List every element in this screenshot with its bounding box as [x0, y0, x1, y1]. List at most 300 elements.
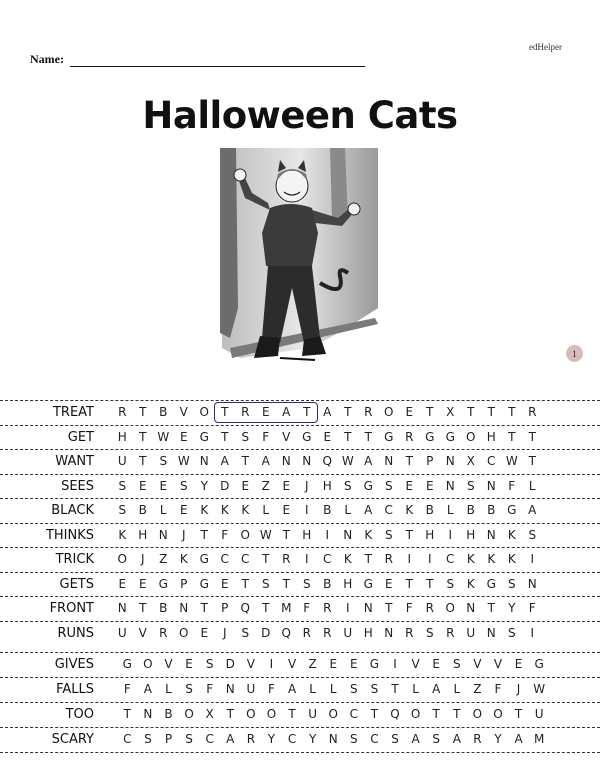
grid-letter[interactable]: J	[304, 479, 309, 493]
grid-letter[interactable]: S	[118, 503, 127, 517]
grid-letter[interactable]: N	[445, 479, 455, 493]
letter-row	[117, 682, 549, 696]
grid-letter[interactable]: I	[530, 626, 535, 640]
grid-letter[interactable]: H	[466, 528, 476, 542]
grid-letter[interactable]: F	[206, 682, 214, 696]
grid-letter[interactable]: G	[369, 657, 380, 671]
grid-letter[interactable]: E	[282, 503, 291, 517]
grid-letter[interactable]: V	[473, 657, 482, 671]
grid-letter[interactable]: E	[323, 430, 332, 444]
grid-letter[interactable]: O	[493, 707, 503, 721]
grid-letter[interactable]: U	[246, 682, 256, 696]
grid-letter[interactable]: K	[220, 503, 229, 517]
grid-letter[interactable]: F	[221, 528, 229, 542]
grid-letter[interactable]: N	[117, 601, 127, 615]
grid-letter[interactable]: B	[159, 601, 168, 615]
grid-letter[interactable]: P	[221, 601, 229, 615]
grid-letter[interactable]: T	[241, 577, 249, 591]
grid-letter[interactable]: W	[259, 528, 272, 542]
grid-letter[interactable]: F	[262, 430, 270, 444]
grid-letter[interactable]: M	[281, 601, 292, 615]
grid-letter[interactable]: D	[225, 657, 235, 671]
grid-letter[interactable]: L	[412, 682, 419, 696]
grid-letter[interactable]: A	[261, 454, 270, 468]
grid-letter[interactable]: S	[370, 682, 379, 696]
grid-letter[interactable]: B	[425, 503, 434, 517]
grid-letter[interactable]: E	[384, 577, 393, 591]
grid-letter[interactable]: A	[364, 503, 373, 517]
grid-letter[interactable]: R	[405, 430, 414, 444]
grid-letter[interactable]: S	[384, 479, 393, 493]
grid-letter[interactable]: T	[241, 454, 249, 468]
grid-letter[interactable]: L	[528, 479, 536, 493]
grid-letter[interactable]: U	[117, 454, 127, 468]
grid-letter[interactable]: R	[159, 626, 168, 640]
grid-letter[interactable]: C	[487, 454, 496, 468]
grid-letter[interactable]: R	[246, 732, 256, 746]
grid-letter[interactable]: N	[158, 528, 168, 542]
grid-letter[interactable]: S	[507, 626, 516, 640]
grid-letter[interactable]: W	[177, 454, 190, 468]
grid-letter[interactable]: S	[350, 732, 358, 746]
grid-letter[interactable]: R	[323, 626, 332, 640]
grid-letter[interactable]: S	[241, 430, 250, 444]
grid-letter[interactable]: O	[445, 601, 455, 615]
grid-letter[interactable]: K	[507, 528, 516, 542]
grid-letter[interactable]: E	[118, 577, 127, 591]
grid-letter[interactable]: Z	[473, 682, 482, 696]
grid-letter[interactable]: L	[446, 503, 454, 517]
grid-letter[interactable]: I	[325, 528, 330, 542]
grid-letter[interactable]: F	[494, 682, 502, 696]
grid-letter[interactable]: S	[241, 626, 250, 640]
grid-letter[interactable]: E	[261, 405, 270, 419]
grid-letter[interactable]: B	[466, 503, 475, 517]
dashed-rule	[0, 400, 600, 401]
grid-letter[interactable]: C	[123, 732, 132, 746]
grid-letter[interactable]: N	[384, 626, 394, 640]
grid-letter[interactable]: R	[118, 405, 127, 419]
grid-letter[interactable]: R	[323, 601, 332, 615]
grid-letter[interactable]: X	[205, 707, 214, 721]
grid-letter[interactable]: O	[266, 707, 277, 721]
grid-letter[interactable]: Q	[281, 626, 291, 640]
grid-letter[interactable]: G	[199, 430, 209, 444]
grid-letter[interactable]: J	[140, 552, 145, 566]
grid-letter[interactable]: F	[528, 601, 536, 615]
grid-letter[interactable]: R	[282, 552, 291, 566]
grid-letter[interactable]: G	[363, 479, 373, 493]
grid-letter[interactable]: T	[139, 430, 147, 444]
grid-letter[interactable]: O	[384, 405, 394, 419]
grid-letter[interactable]: W	[157, 430, 170, 444]
grid-letter[interactable]: S	[391, 732, 399, 746]
grid-letter[interactable]: U	[117, 626, 127, 640]
grid-letter[interactable]: N	[384, 454, 394, 468]
grid-letter[interactable]: A	[226, 732, 235, 746]
grid-letter[interactable]: G	[199, 552, 209, 566]
grid-letter[interactable]: C	[446, 552, 455, 566]
grid-letter[interactable]: T	[123, 707, 131, 721]
grid-letter[interactable]: S	[432, 732, 441, 746]
grid-letter[interactable]: T	[139, 405, 147, 419]
grid-letter[interactable]: N	[486, 528, 496, 542]
grid-letter[interactable]: L	[262, 503, 270, 517]
grid-letter[interactable]: K	[118, 528, 127, 542]
grid-letter[interactable]: O	[117, 552, 127, 566]
grid-letter[interactable]: T	[139, 454, 147, 468]
grid-letter[interactable]: H	[343, 577, 353, 591]
grid-letter[interactable]: E	[329, 657, 338, 671]
grid-letter[interactable]: Q	[390, 707, 400, 721]
grid-letter[interactable]: O	[472, 707, 483, 721]
grid-letter[interactable]: T	[391, 682, 399, 696]
grid-letter[interactable]: S	[205, 657, 214, 671]
grid-letter[interactable]: R	[384, 552, 393, 566]
grid-letter[interactable]: N	[363, 601, 373, 615]
grid-letter[interactable]: T	[344, 405, 352, 419]
grid-letter[interactable]: T	[508, 430, 516, 444]
grid-letter[interactable]: F	[268, 682, 275, 696]
grid-letter[interactable]: E	[425, 479, 434, 493]
grid-letter[interactable]: K	[179, 552, 188, 566]
grid-letter[interactable]: A	[364, 454, 373, 468]
grid-letter[interactable]: E	[282, 479, 291, 493]
grid-letter[interactable]: H	[322, 479, 332, 493]
grid-letter[interactable]: Z	[261, 479, 270, 493]
grid-letter[interactable]: K	[466, 552, 475, 566]
grid-letter[interactable]: T	[200, 528, 208, 542]
grid-letter[interactable]: T	[487, 405, 495, 419]
grid-letter[interactable]: C	[287, 732, 297, 746]
grid-letter[interactable]: R	[473, 732, 482, 746]
grid-letter[interactable]: N	[225, 682, 235, 696]
grid-letter[interactable]: T	[282, 577, 290, 591]
grid-letter[interactable]: H	[117, 430, 127, 444]
grid-letter[interactable]: L	[159, 503, 167, 517]
grid-letter[interactable]: T	[139, 601, 147, 615]
grid-letter[interactable]: L	[329, 682, 337, 696]
grid-letter[interactable]: S	[446, 577, 455, 591]
grid-letter[interactable]: V	[282, 430, 291, 444]
grid-letter[interactable]: O	[328, 707, 338, 721]
grid-letter[interactable]: K	[200, 503, 209, 517]
grid-letter[interactable]: T	[282, 528, 290, 542]
grid-letter[interactable]: S	[185, 682, 193, 696]
grid-letter[interactable]: C	[384, 503, 393, 517]
grid-letter[interactable]: R	[364, 405, 373, 419]
grid-letter[interactable]: S	[384, 528, 393, 542]
grid-letter[interactable]: D	[261, 626, 271, 640]
grid-letter[interactable]: T	[405, 454, 413, 468]
grid-letter[interactable]: Y	[200, 479, 208, 493]
grid-letter[interactable]: H	[138, 528, 148, 542]
grid-letter[interactable]: T	[514, 707, 523, 721]
grid-letter[interactable]: B	[487, 503, 496, 517]
grid-letter[interactable]: T	[528, 454, 536, 468]
grid-letter[interactable]: S	[528, 528, 537, 542]
grid-letter[interactable]: E	[405, 479, 414, 493]
grid-letter[interactable]: G	[425, 430, 435, 444]
grid-letter[interactable]: R	[446, 626, 455, 640]
grid-letter[interactable]: S	[179, 479, 188, 493]
grid-letter[interactable]: V	[138, 626, 147, 640]
grid-letter[interactable]: T	[528, 430, 536, 444]
grid-letter[interactable]: N	[281, 454, 291, 468]
grid-letter[interactable]: B	[138, 503, 147, 517]
grid-letter[interactable]: C	[323, 552, 332, 566]
grid-letter[interactable]: P	[426, 454, 434, 468]
grid-letter[interactable]: V	[411, 657, 420, 671]
grid-letter[interactable]: E	[200, 626, 209, 640]
grid-letter[interactable]: L	[453, 682, 461, 696]
grid-letter[interactable]: G	[534, 657, 544, 671]
grid-letter[interactable]: V	[164, 657, 173, 671]
grid-letter[interactable]: H	[363, 626, 373, 640]
grid-letter[interactable]: G	[199, 577, 209, 591]
grid-letter[interactable]: T	[508, 405, 516, 419]
grid-letter[interactable]: A	[452, 732, 461, 746]
grid-letter[interactable]: A	[323, 405, 332, 419]
grid-letter[interactable]: K	[343, 552, 352, 566]
grid-letter[interactable]: N	[199, 454, 209, 468]
grid-letter[interactable]: I	[448, 528, 453, 542]
grid-letter[interactable]: I	[345, 601, 350, 615]
grid-letter[interactable]: E	[350, 657, 358, 671]
grid-letter[interactable]: Y	[508, 601, 516, 615]
grid-letter[interactable]: G	[486, 577, 496, 591]
grid-letter[interactable]: U	[534, 707, 544, 721]
grid-letter[interactable]: O	[199, 405, 209, 419]
grid-letter[interactable]: S	[452, 657, 461, 671]
grid-letter[interactable]: Q	[240, 601, 250, 615]
grid-letter[interactable]: V	[179, 405, 188, 419]
grid-letter[interactable]: S	[343, 479, 352, 493]
clue-word: SEES	[61, 479, 94, 494]
grid-letter[interactable]: T	[288, 707, 296, 721]
grid-letter[interactable]: G	[302, 430, 312, 444]
grid-letter[interactable]: I	[393, 657, 397, 671]
grid-letter[interactable]: A	[432, 682, 441, 696]
grid-letter[interactable]: R	[241, 405, 250, 419]
grid-letter[interactable]: S	[144, 732, 152, 746]
grid-letter[interactable]: V	[246, 657, 255, 671]
grid-letter[interactable]: T	[432, 707, 440, 721]
grid-letter[interactable]: T	[426, 405, 434, 419]
grid-letter[interactable]: Y	[267, 732, 276, 746]
grid-letter[interactable]: O	[240, 528, 250, 542]
grid-letter[interactable]: T	[221, 405, 229, 419]
grid-letter[interactable]: I	[427, 552, 432, 566]
grid-letter[interactable]: A	[282, 405, 291, 419]
grid-letter[interactable]: N	[179, 601, 189, 615]
grid-letter[interactable]: U	[466, 626, 476, 640]
grid-letter[interactable]: S	[302, 577, 311, 591]
grid-letter[interactable]: X	[446, 405, 455, 419]
grid-letter[interactable]: B	[323, 503, 332, 517]
grid-letter[interactable]: T	[385, 601, 393, 615]
grid-letter[interactable]: K	[241, 503, 250, 517]
grid-letter[interactable]: B	[323, 577, 332, 591]
grid-letter[interactable]: G	[363, 577, 373, 591]
grid-letter[interactable]: F	[303, 601, 311, 615]
grid-letter[interactable]: N	[486, 626, 496, 640]
grid-letter[interactable]: C	[205, 732, 214, 746]
grid-letter[interactable]: F	[123, 682, 131, 696]
grid-letter[interactable]: T	[303, 405, 311, 419]
grid-letter[interactable]: S	[261, 577, 270, 591]
grid-letter[interactable]: T	[226, 707, 234, 721]
grid-letter[interactable]: T	[344, 430, 352, 444]
grid-letter[interactable]: W	[533, 682, 546, 696]
grid-letter[interactable]: N	[302, 454, 312, 468]
grid-letter[interactable]: I	[304, 552, 309, 566]
grid-letter[interactable]: A	[514, 732, 523, 746]
grid-letter[interactable]: B	[159, 405, 168, 419]
grid-letter[interactable]: T	[426, 577, 434, 591]
grid-letter[interactable]: W	[341, 454, 354, 468]
grid-letter[interactable]: O	[246, 707, 256, 721]
grid-letter[interactable]: E	[138, 479, 147, 493]
grid-letter[interactable]: R	[405, 626, 414, 640]
grid-letter[interactable]: C	[370, 732, 379, 746]
grid-letter[interactable]: K	[466, 577, 475, 591]
grid-letter[interactable]: S	[425, 626, 434, 640]
grid-letter[interactable]: O	[143, 657, 153, 671]
grid-letter[interactable]: D	[220, 479, 230, 493]
grid-letter[interactable]: R	[528, 405, 537, 419]
grid-letter[interactable]: O	[179, 626, 189, 640]
grid-letter[interactable]: T	[221, 430, 229, 444]
grid-letter[interactable]: P	[180, 577, 188, 591]
grid-letter[interactable]: Y	[494, 732, 502, 746]
grid-letter[interactable]: N	[527, 577, 537, 591]
grid-letter[interactable]: Y	[308, 732, 317, 746]
grid-letter[interactable]: T	[467, 405, 475, 419]
grid-letter[interactable]: C	[241, 552, 250, 566]
grid-letter[interactable]: S	[159, 454, 168, 468]
grid-letter[interactable]: B	[164, 707, 173, 721]
grid-letter[interactable]: J	[516, 682, 521, 696]
grid-letter[interactable]: E	[514, 657, 523, 671]
grid-letter[interactable]: H	[425, 528, 435, 542]
grid-letter[interactable]: N	[343, 528, 353, 542]
grid-letter[interactable]: C	[349, 707, 359, 721]
grid-letter[interactable]: K	[507, 552, 516, 566]
grid-letter[interactable]: R	[302, 626, 311, 640]
grid-letter[interactable]: Z	[308, 657, 317, 671]
grid-letter[interactable]: V	[493, 657, 503, 671]
grid-letter[interactable]: F	[405, 601, 413, 615]
grid-letter[interactable]: R	[425, 601, 434, 615]
grid-letter[interactable]: C	[220, 552, 229, 566]
grid-letter[interactable]: L	[344, 503, 352, 517]
grid-letter[interactable]: O	[410, 707, 421, 721]
grid-letter[interactable]: U	[308, 707, 318, 721]
grid-letter[interactable]: E	[179, 430, 188, 444]
grid-letter[interactable]: E	[220, 577, 229, 591]
grid-letter[interactable]: A	[143, 682, 152, 696]
grid-letter[interactable]: G	[384, 430, 394, 444]
grid-letter[interactable]: U	[343, 626, 353, 640]
grid-letter[interactable]: I	[530, 552, 535, 566]
grid-letter[interactable]: H	[302, 528, 312, 542]
grid-letter[interactable]: P	[164, 732, 173, 746]
grid-letter[interactable]: T	[487, 601, 495, 615]
name-line[interactable]	[70, 54, 365, 67]
grid-letter[interactable]: E	[241, 479, 250, 493]
grid-letter[interactable]: G	[507, 503, 517, 517]
grid-letter[interactable]: I	[407, 552, 412, 566]
grid-letter[interactable]: T	[262, 552, 270, 566]
grid-letter[interactable]: F	[508, 479, 516, 493]
grid-letter[interactable]: O	[184, 707, 194, 721]
grid-letter[interactable]: T	[262, 601, 270, 615]
grid-letter[interactable]: S	[118, 479, 127, 493]
grid-letter[interactable]: G	[122, 657, 132, 671]
grid-letter[interactable]: E	[159, 479, 168, 493]
grid-letter[interactable]: K	[364, 528, 373, 542]
grid-letter[interactable]: A	[287, 682, 297, 696]
grid-letter[interactable]: N	[466, 601, 476, 615]
grid-letter[interactable]: G	[158, 577, 168, 591]
grid-letter[interactable]: S	[350, 682, 358, 696]
grid-letter[interactable]: S	[507, 577, 516, 591]
grid-letter[interactable]: N	[328, 732, 338, 746]
grid-letter[interactable]: E	[432, 657, 440, 671]
grid-letter[interactable]: T	[364, 552, 372, 566]
grid-letter[interactable]: N	[486, 479, 496, 493]
grid-letter[interactable]: T	[200, 601, 208, 615]
grid-letter[interactable]: O	[466, 430, 476, 444]
grid-letter[interactable]: I	[304, 503, 309, 517]
grid-letter[interactable]: J	[181, 528, 186, 542]
grid-letter[interactable]: T	[405, 528, 413, 542]
found-word-highlight[interactable]	[214, 402, 319, 423]
grid-letter[interactable]: T	[453, 707, 461, 721]
grid-letter[interactable]: A	[411, 732, 420, 746]
grid-letter[interactable]: V	[287, 657, 297, 671]
grid-letter[interactable]: T	[370, 707, 379, 721]
grid-letter[interactable]: K	[487, 552, 496, 566]
grid-letter[interactable]: S	[466, 479, 475, 493]
grid-letter[interactable]: Q	[322, 454, 332, 468]
grid-letter[interactable]: W	[505, 454, 518, 468]
grid-letter[interactable]: A	[528, 503, 537, 517]
grid-letter[interactable]: K	[405, 503, 414, 517]
grid-letter[interactable]: E	[405, 405, 414, 419]
grid-letter[interactable]: I	[269, 657, 274, 671]
grid-letter[interactable]: M	[533, 732, 545, 746]
grid-letter[interactable]: G	[445, 430, 455, 444]
grid-letter[interactable]: Z	[159, 552, 168, 566]
puzzle-row	[0, 677, 600, 701]
grid-letter[interactable]: L	[165, 682, 172, 696]
grid-letter[interactable]: S	[185, 732, 193, 746]
grid-letter[interactable]: T	[405, 577, 413, 591]
grid-letter[interactable]: A	[220, 454, 229, 468]
grid-letter[interactable]: N	[445, 454, 455, 468]
grid-letter[interactable]: E	[138, 577, 147, 591]
grid-letter[interactable]: X	[466, 454, 475, 468]
grid-letter[interactable]: E	[179, 503, 188, 517]
grid-letter[interactable]: J	[222, 626, 227, 640]
grid-letter[interactable]: L	[309, 682, 316, 696]
grid-letter[interactable]: T	[364, 430, 372, 444]
grid-letter[interactable]: N	[143, 707, 153, 721]
grid-letter[interactable]: H	[486, 430, 496, 444]
grid-letter[interactable]: E	[185, 657, 193, 671]
